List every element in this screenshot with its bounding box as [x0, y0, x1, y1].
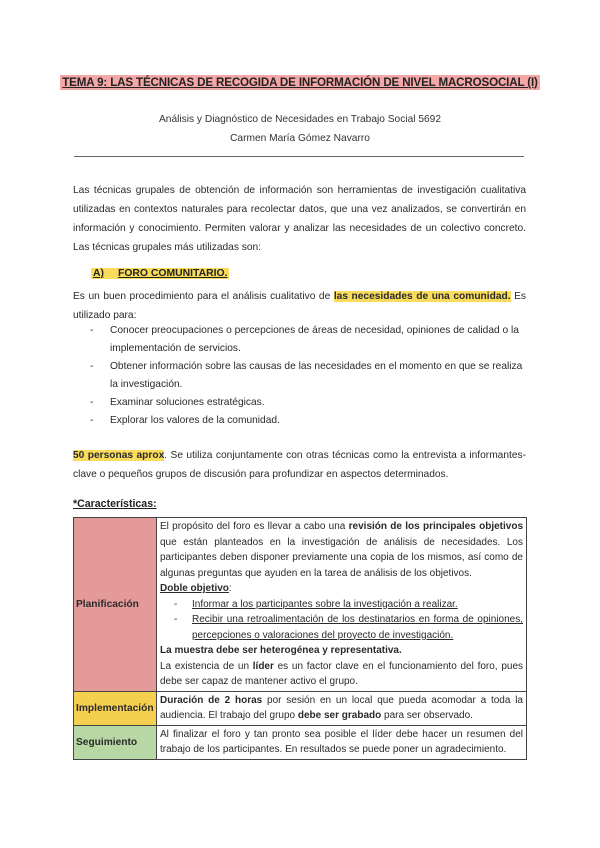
list-item-text: Examinar soluciones estratégicas.: [110, 397, 265, 408]
list-item: [160, 597, 523, 613]
text: es un factor clave en el funcionamiento del foro, pues debe ser capaz de mantener activo el grupo.: [160, 660, 524, 687]
bullet-marker: -: [174, 614, 178, 625]
text: que están planteados en la investigación de análisis de necesidades. Los participantes deben disponer previamente una copia de los mismos, así como de algunas preguntas que ayuden en la tarea de análisis de los objetivos.: [160, 536, 523, 579]
title-block: [0, 73, 600, 91]
list-item-text: Conocer preocupaciones o percepciones de áreas de necesidad, opiniones de calidad o la implementación de servicios.: [110, 325, 519, 354]
participants-text: . Se utiliza conjuntamente con otras técnicas como la entrevista a informantes-clave o pequeños grupos de discusión para profundizar en aspectos determinados.: [73, 450, 526, 480]
list-item: [90, 322, 527, 358]
intro-paragraph: Las técnicas grupales de obtención de información son herramientas de investigación cualitativa utilizadas en contextos naturales para recolectar datos, que una vez analizados, se convertirán en información y conocimiento. Permiten valorar y analizar las necesidades de un colectivo concreto. Las técnicas grupales más utilizadas son:: [73, 185, 526, 253]
participants-paragraph: [73, 446, 526, 484]
section-title: FORO COMUNITARIO.: [117, 268, 228, 279]
bold-text: líder: [252, 660, 274, 672]
text: por sesión en un local que pueda acomodar a toda la audiencia. El trabajo del grupo: [160, 694, 523, 721]
desc-text: Es un buen procedimiento para el análisis cualitativo de: [73, 291, 334, 302]
list-item-text: Explorar los valores de la comunidad.: [110, 415, 280, 426]
usage-list: [90, 322, 527, 430]
table-row: [74, 725, 527, 759]
section-description: [73, 287, 526, 325]
bold-text: Duración de 2 horas: [160, 694, 263, 706]
bullet-marker: -: [174, 598, 178, 610]
table-row: [74, 691, 527, 725]
participants-highlight: 50 personas aprox: [73, 450, 165, 461]
bullet-marker: -: [90, 415, 94, 426]
colon: :: [228, 583, 232, 594]
row-label-seguimiento: Seguimiento: [74, 725, 157, 759]
bold-text: debe ser grabado: [297, 710, 382, 721]
muestra-note: La muestra debe ser heterogénea y representativa.: [160, 645, 402, 656]
row-label-implementacion: Implementación: [74, 691, 157, 725]
text: La existencia de un: [160, 660, 253, 672]
bold-text: revisión de los principales objetivos: [348, 521, 523, 532]
divider: [74, 156, 524, 157]
list-item-text: Recibir una retroalimentación de los destinatarios en forma de opiniones, percepciones o valoraciones del proyecto de investigación.: [192, 614, 523, 641]
lider-note: [160, 659, 523, 690]
characteristics-heading: *Características:: [73, 498, 157, 510]
desc-highlight: las necesidades de una comunidad.: [333, 291, 511, 302]
page-title: TEMA 9: LAS TÉCNICAS DE RECOGIDA DE INFORMACIÓN DE NIVEL MACROSOCIAL (I): [62, 76, 538, 89]
planificacion-content: [157, 518, 527, 692]
characteristics-table: [73, 517, 527, 760]
list-item-text: Obtener información sobre las causas de las necesidades en el momento en que se realiza la investigación.: [110, 361, 523, 390]
text: para ser observado.: [381, 710, 473, 721]
bullet-marker: -: [90, 325, 94, 336]
row-label-planificacion: Planificación: [74, 518, 157, 692]
list-item: [90, 394, 527, 412]
list-item: [160, 612, 523, 643]
list-item-text: Informar a los participantes sobre la investigación a realizar.: [192, 598, 458, 610]
author-name: Carmen María Gómez Navarro: [230, 133, 370, 144]
list-item: [90, 412, 527, 430]
objectives-list: [160, 597, 523, 644]
table-row: [74, 518, 527, 692]
implementacion-content: [157, 691, 527, 725]
list-item: [90, 358, 527, 394]
doble-objetivo: [160, 581, 523, 597]
section-heading: [91, 268, 229, 279]
bullet-marker: -: [90, 361, 94, 372]
section-letter: A): [93, 268, 104, 279]
course-name: Análisis y Diagnóstico de Necesidades en Trabajo Social 5692: [158, 114, 442, 125]
desc-text-end: Es utilizado para:: [73, 291, 526, 321]
text: El propósito del foro es llevar a cabo una: [160, 521, 349, 532]
bullet-marker: -: [90, 397, 94, 408]
planificacion-purpose: [160, 519, 523, 581]
seguimiento-content: Al finalizar el foro y tan pronto sea posible el líder debe hacer un resumen del trabajo de los participantes. En resultados se puede poner un agradecimiento.: [157, 725, 527, 759]
doble-objetivo-label: Doble objetivo: [160, 583, 229, 594]
